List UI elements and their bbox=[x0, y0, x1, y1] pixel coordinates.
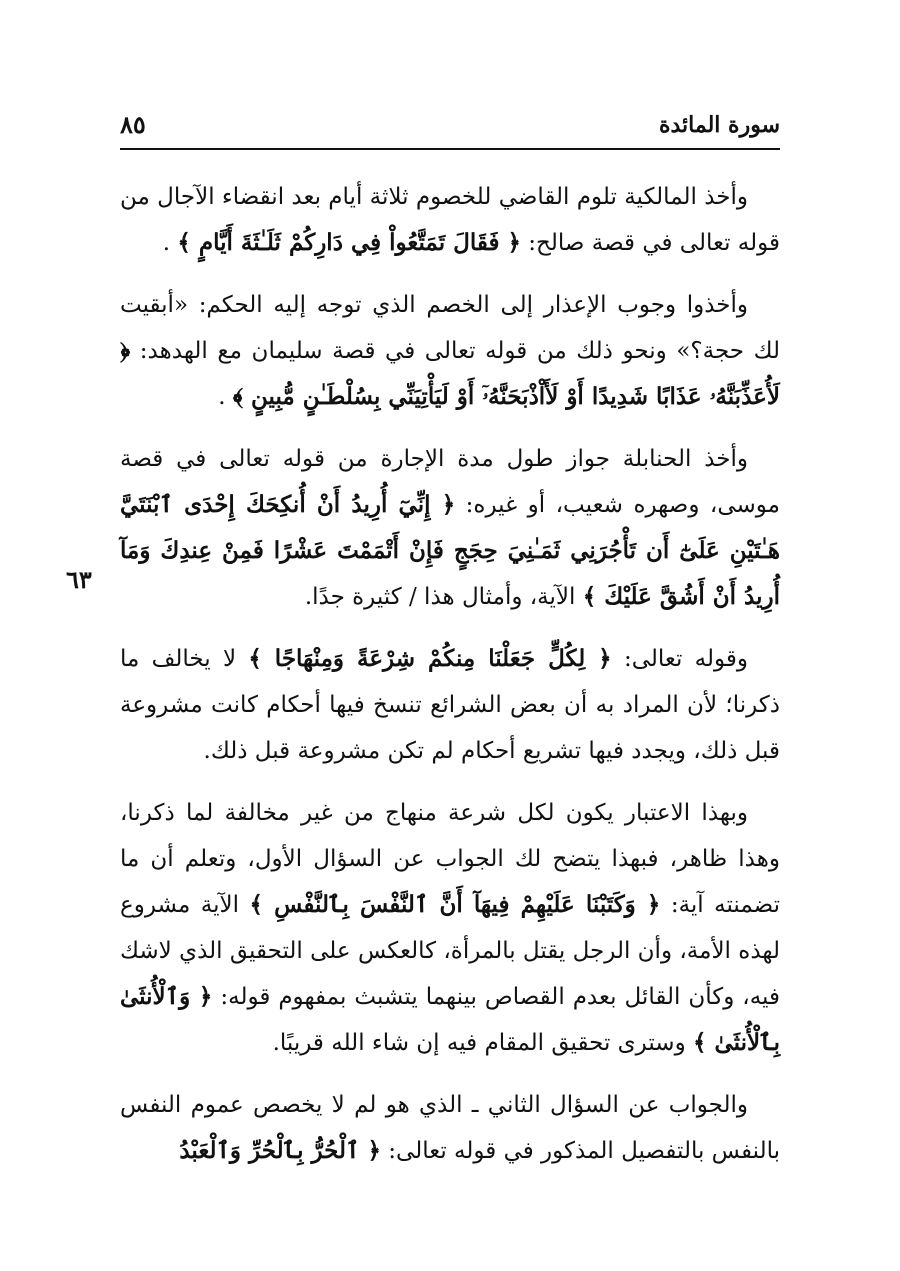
paragraph-text: وسترى تحقيق المقام فيه إن شاء الله قريبًا. bbox=[272, 1030, 693, 1056]
paragraph-text: والجواب عن السؤال الثاني ـ الذي هو لم لا يخصص عموم النفس بالنفس بالتفصيل المذكور في قوله تعالى: bbox=[120, 1092, 780, 1164]
margin-page-reference: ٦٣ bbox=[66, 565, 92, 594]
quran-quote: ﴿ لِكُلٍّ جَعَلْنَا مِنكُمْ شِرْعَةً وَمِنْهَاجًا ﴾ bbox=[248, 645, 612, 672]
quran-quote: ﴿ ٱلْحُرُّ بِٱلْحُرِّ وَٱلْعَبْدُ bbox=[179, 1137, 381, 1164]
page-number: ٨٥ bbox=[120, 110, 146, 139]
paragraph-text: لا يخالف ما ذكرنا؛ لأن المراد به أن بعض الشرائع تنسخ فيها أحكام كانت مشروعة قبل ذلك، ويجدد فيها تشريع أحكام لم تكن مشروعة قبل ذلك. bbox=[120, 646, 780, 764]
paragraph-itibar bbox=[120, 790, 780, 1066]
quran-quote: ﴿ وَكَتَبْنَا عَلَيْهِمْ فِيهَآ أَنَّ ٱلنَّفْسَ بِٱلنَّفْسِ ﴾ bbox=[249, 891, 661, 918]
main-text bbox=[120, 174, 780, 1190]
paragraph-text: وقوله تعالى: bbox=[611, 646, 748, 672]
quran-quote: ﴿ فَقَالَ تَمَتَّعُواْ فِي دَارِكُمْ ثَلَـٰثَةَ أَيَّامٍ ﴾ bbox=[177, 229, 521, 256]
paragraph-second-answer bbox=[120, 1082, 780, 1174]
surah-title: سورة المائدة bbox=[658, 112, 780, 138]
paragraph-maliki bbox=[120, 174, 780, 266]
quran-quote: ﴿ وَٱلْأُنثَىٰ بِٱلْأُنثَىٰ ﴾ bbox=[120, 983, 780, 1056]
quran-quote: ﴿ إِنِّيٓ أُرِيدُ أَنْ أُنكِحَكَ إِحْدَى ٱبْنَتَيَّ هَـٰتَيْنِ عَلَىٰٓ أَن تَأْجُرَنِي ثَمَـٰنِيَ حِجَجٍ فَإِنْ أَتْمَمْتَ عَشْرًا فَمِنْ عِندِكَ وَمَآ أُرِيدُ أَنْ أَشُقَّ عَلَيْكَ ﴾ bbox=[120, 491, 780, 610]
running-header bbox=[120, 108, 780, 150]
paragraph-text: وبهذا الاعتبار يكون لكل شرعة منهاج من غير مخالفة لما ذكرنا، وهذا ظاهر، فبهذا يتضح لك الجواب عن السؤال الأول، وتعلم أن ما تضمنته آية: bbox=[120, 800, 780, 918]
paragraph-text: وأخذوا وجوب الإعذار إلى الخصم الذي توجه إليه الحكم: «أبقيت لك حجة؟» ونحو ذلك من قوله تعالى في قصة سليمان مع الهدهد: bbox=[120, 292, 780, 364]
paragraph-text: . bbox=[162, 230, 178, 256]
paragraph-text: الآية مشروع لهذه الأمة، وأن الرجل يقتل بالمرأة، كالعكس على التحقيق الذي لاشك فيه، وكأن القائل بعدم القصاص بينهما يتشبث بمفهوم قوله: bbox=[120, 892, 780, 1010]
paragraph-shirah bbox=[120, 636, 780, 774]
paragraph-text: الآية، وأمثال هذا / كثيرة جدًا. bbox=[304, 584, 583, 610]
paragraph-text: وأخذ الحنابلة جواز طول مدة الإجارة من قوله تعالى في قصة موسى، وصهره شعيب، أو غيره: bbox=[120, 446, 780, 518]
quran-quote: ﴿ لَأُعَذِّبَنَّهُۥ عَذَابًا شَدِيدًا أَوْ لَأَاْذْبَحَنَّهُۥٓ أَوْ لَيَأْتِيَنِّي بِسُلْطَـٰنٍ مُّبِينٍ ﴾ bbox=[120, 337, 780, 410]
paragraph-hanbali bbox=[120, 436, 780, 620]
header-divider bbox=[120, 148, 780, 150]
paragraph-text: وأخذ المالكية تلوم القاضي للخصوم ثلاثة أيام بعد انقضاء الآجال من قوله تعالى في قصة صالح: bbox=[120, 184, 780, 256]
paragraph-idhar bbox=[120, 282, 780, 420]
paragraph-text: . bbox=[218, 384, 233, 410]
